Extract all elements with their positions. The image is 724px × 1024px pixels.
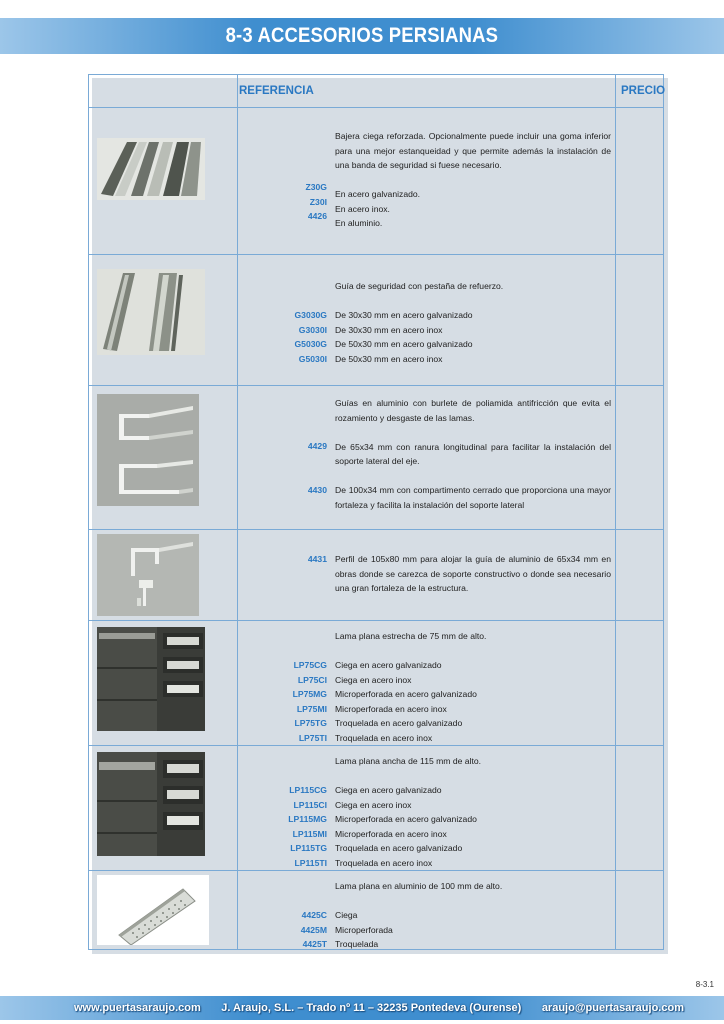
description-column xyxy=(335,629,611,745)
page-title: 8-3 ACCESORIOS PERSIANAS xyxy=(225,24,499,47)
product-row xyxy=(89,108,663,254)
reference-code: LP115CG xyxy=(289,785,327,795)
product-table xyxy=(88,74,664,950)
reference-column xyxy=(207,746,327,870)
item-description: Ciega en acero galvanizado xyxy=(335,660,442,670)
item-description: Perfil de 105x80 mm para alojar la guía de aluminio de 65x34 mm en obras donde se carezca de soporte constructivo o donde sea necesario una gran fortaleza de la estructura. xyxy=(335,554,611,593)
reference-column xyxy=(207,530,327,567)
reference-code: LP75CG xyxy=(293,660,327,670)
reference-code: 4431 xyxy=(307,554,327,564)
row-description: Bajera ciega reforzada. Opcionalmente puede incluir una goma inferior para una mejor estanqueidad y que permite además la instalación de una banda de seguridad si fuese necesario. xyxy=(335,131,611,170)
product-photo-bajera xyxy=(97,138,205,200)
row-description: Guías en aluminio con burlete de poliamida antifricción que evita el rozamiento y desgaste de las lamas. xyxy=(335,398,611,423)
item-description: Microperforada en acero galvanizado xyxy=(335,814,477,824)
product-row xyxy=(89,746,663,870)
reference-code: Z30G xyxy=(305,182,327,192)
reference-code: LP75TI xyxy=(298,732,327,743)
reference-code: 4430 xyxy=(307,484,327,495)
reference-code: Z30I xyxy=(309,196,327,207)
item-description: En acero galvanizado. xyxy=(335,189,421,199)
reference-code: 4425M xyxy=(300,924,327,935)
item-description: Microperforada en acero galvanizado xyxy=(335,689,477,699)
product-photo-lama-aluminio xyxy=(97,875,209,945)
footer-website-link[interactable]: www.puertasaraujo.com xyxy=(74,1002,201,1014)
item-description: De 50x30 mm en acero inox xyxy=(335,353,443,364)
item-description: Microperforada en acero inox xyxy=(335,703,447,714)
item-description: Microperforada xyxy=(335,924,393,935)
item-description: Troquelada xyxy=(335,939,379,949)
item-description: De 50x30 mm en acero galvanizado xyxy=(335,339,473,349)
reference-code: LP75CI xyxy=(297,674,327,685)
item-description: Ciega en acero galvanizado xyxy=(335,785,442,795)
item-description: Ciega xyxy=(335,910,358,920)
product-row xyxy=(89,386,663,529)
reference-code: G5030I xyxy=(298,353,327,364)
product-photo-guias-aluminio xyxy=(97,394,199,506)
product-photo-perfil xyxy=(97,534,199,616)
page-header-band xyxy=(0,18,724,54)
footer-company-address: J. Araujo, S.L. – Trado nº 11 – 32235 Pontedeva (Ourense) xyxy=(221,1002,522,1014)
row-description: Lama plana en aluminio de 100 mm de alto. xyxy=(335,881,503,891)
row-description: Guía de seguridad con pestaña de refuerzo. xyxy=(335,281,504,291)
item-description: De 30x30 mm en acero galvanizado xyxy=(335,310,473,320)
item-description: Ciega en acero inox xyxy=(335,674,412,685)
description-column xyxy=(335,552,611,596)
reference-column xyxy=(207,386,327,497)
item-description: En aluminio. xyxy=(335,218,383,228)
item-description: Troquelada en acero galvanizado xyxy=(335,843,463,853)
reference-code: G3030G xyxy=(294,310,327,320)
item-description: Troquelada en acero inox xyxy=(335,857,433,868)
description-column xyxy=(335,879,611,952)
item-description: Troquelada en acero inox xyxy=(335,732,433,743)
reference-code: LP75TG xyxy=(294,718,327,728)
reference-column xyxy=(207,108,327,224)
description-column xyxy=(335,129,611,231)
reference-code: LP115TI xyxy=(294,857,327,868)
footer-email-link[interactable]: araujo@puertasaraujo.com xyxy=(541,1002,684,1014)
product-photo-lama-estrecha xyxy=(97,627,205,731)
product-row xyxy=(89,871,663,949)
reference-code: LP115MI xyxy=(292,828,327,839)
item-description: En acero inox. xyxy=(335,203,390,214)
product-row xyxy=(89,530,663,620)
product-row xyxy=(89,255,663,385)
header-reference: REFERENCIA xyxy=(239,85,314,97)
row-description: Lama plana estrecha de 75 mm de alto. xyxy=(335,631,487,641)
reference-code: LP115CI xyxy=(293,799,327,810)
reference-column xyxy=(207,871,327,952)
product-photo-lama-ancha xyxy=(97,752,205,856)
item-description: Troquelada en acero galvanizado xyxy=(335,718,463,728)
product-photo-guia-seguridad xyxy=(97,269,205,355)
item-description: De 30x30 mm en acero inox xyxy=(335,324,443,335)
reference-code: 4425C xyxy=(301,910,327,920)
description-column xyxy=(335,279,611,366)
item-description: Ciega en acero inox xyxy=(335,799,412,810)
row-description: Lama plana ancha de 115 mm de alto. xyxy=(335,756,482,766)
reference-code: LP115MG xyxy=(288,814,327,824)
reference-code: LP115TG xyxy=(290,843,327,853)
reference-column xyxy=(207,621,327,745)
reference-code: G5030G xyxy=(294,339,327,349)
item-description: De 100x34 mm con compartimento cerrado que proporciona una mayor fortaleza y facilita la instalación del soporte lateral xyxy=(335,485,611,510)
item-description: De 65x34 mm con ranura longitudinal para facilitar la instalación del soporte lateral del eje. xyxy=(335,441,611,466)
page-footer-band xyxy=(0,996,724,1020)
description-column xyxy=(335,754,611,870)
reference-code: 4425T xyxy=(302,939,327,949)
header-price: PRECIO xyxy=(621,85,666,97)
description-column xyxy=(335,396,611,512)
reference-code: 4429 xyxy=(307,441,327,451)
page-number: 8-3.1 xyxy=(695,980,714,989)
reference-code: 4426 xyxy=(307,211,327,221)
reference-code: G3030I xyxy=(298,324,327,335)
reference-code: LP75MG xyxy=(292,689,327,699)
product-row xyxy=(89,621,663,745)
reference-column xyxy=(207,255,327,366)
reference-code: LP75MI xyxy=(296,703,327,714)
item-description: Microperforada en acero inox xyxy=(335,828,447,839)
